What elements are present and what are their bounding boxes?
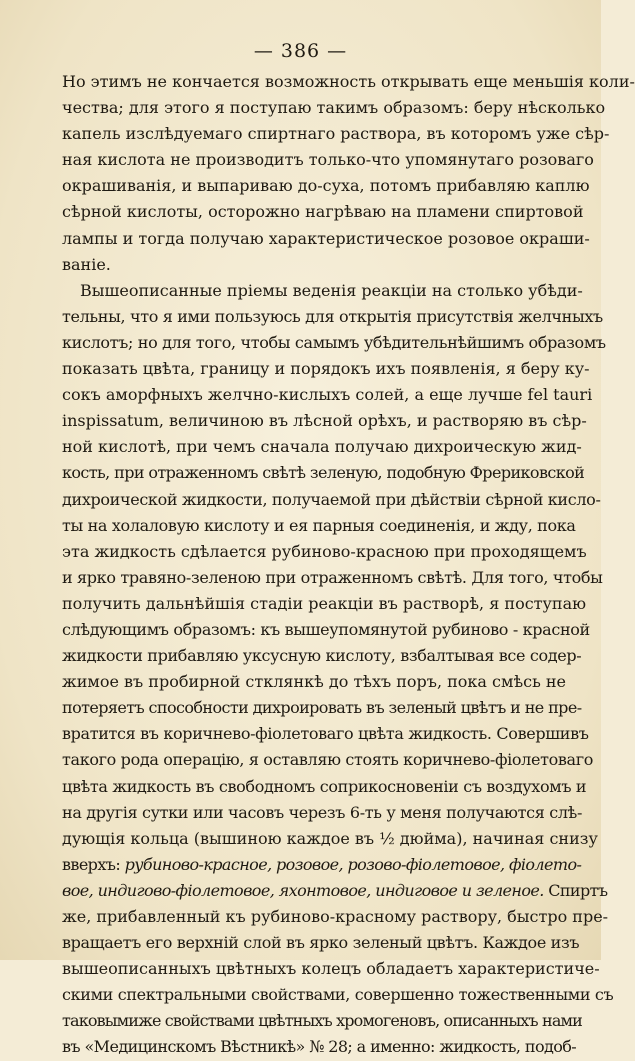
- text-line: на другія сутки или часовъ черезъ 6-ть у меня получаются слѣ-: [62, 802, 583, 822]
- text-line: чества; для этого я поступаю такимъ образомъ: беру нѣсколько: [62, 98, 606, 118]
- text-line: цвѣта жидкость въ свободномъ соприкосновеніи съ воздухомъ и: [62, 776, 587, 796]
- color-ring-list: рубиново-красное, розовое, розово-фіолетовое, фіолето-: [124, 854, 582, 874]
- text-line: показать цвѣта, границу и порядокъ ихъ появленія, я беру ку-: [62, 359, 590, 379]
- text-line: дующія кольца (вышиною каждое въ ½ дюйма), начиная снизу: [62, 828, 598, 848]
- text-line: тельны, что я ими пользуюсь для открытія присутствія желчныхъ: [62, 306, 603, 326]
- text-line-emphasis: [62, 878, 608, 904]
- text-line: Но этимъ не кончается возможность открывать еще меньшія коли-: [62, 72, 635, 91]
- text-line: ваніе.: [62, 254, 111, 274]
- text-line: дихроической жидкости, получаемой при дѣйствіи сѣрной кисло-: [62, 489, 601, 509]
- text-line: скими спектральными свойствами, совершенно тожественными съ: [62, 985, 614, 1005]
- text-line: окрашиванія, и выпариваю до-суха, потомъ прибавляю каплю: [62, 176, 590, 196]
- text-line: сѣрной кислоты, осторожно нагрѣваю на пламени спиртовой: [62, 202, 584, 222]
- line-lead: вверхъ:: [62, 854, 125, 874]
- text-line-emphasis: [62, 852, 582, 878]
- text-line: жимое въ пробирной стклянкѣ до тѣхъ поръ, пока смѣсь не: [62, 672, 566, 692]
- text-line: лампы и тогда получаю характеристическое розовое окраши-: [62, 228, 590, 248]
- text-line: кость, при отраженномъ свѣтѣ зеленую, подобную Фрериковской: [62, 463, 585, 483]
- body-text: [62, 69, 635, 1061]
- text-line: сокъ аморфныхъ желчно-кислыхъ солей, а еще лучше fel tauri: [62, 385, 593, 405]
- page-number: — 386 —: [253, 40, 348, 62]
- text-line: inspissatum, величиною въ лѣсной орѣхъ, и растворяю въ сѣр-: [62, 411, 587, 431]
- text-line: эта жидкость сдѣлается рубиново-красною при проходящемъ: [62, 541, 587, 561]
- text-line: такого рода операцію, я оставляю стоять коричнево-фіолетоваго: [62, 750, 594, 770]
- text-line: вратится въ коричнево-фіолетоваго цвѣта жидкость. Совершивъ: [62, 724, 589, 744]
- text-line: ной кислотѣ, при чемъ сначала получаю дихроическую жид-: [62, 437, 582, 457]
- text-line: капель изслѣдуемаго спиртнаго раствора, въ которомъ уже сѣр-: [62, 124, 610, 144]
- text-line: и ярко травяно-зеленою при отраженномъ свѣтѣ. Для того, чтобы: [62, 567, 603, 587]
- text-line: ная кислота не производитъ только-что упомянутаго розоваго: [62, 150, 594, 170]
- text-line: жидкости прибавляю уксусную кислоту, взбалтывая все содер-: [62, 646, 582, 666]
- text-line: слѣдующимъ образомъ: къ вышеупомянутой рубиново - красной: [62, 619, 590, 639]
- text-line: потеряетъ способности дихроировать въ зеленый цвѣтъ и не пре-: [62, 698, 582, 718]
- text-line: въ «Медицинскомъ Вѣстникѣ» № 28; а именно: жидкость, подоб-: [62, 1037, 577, 1057]
- text-line: вышеописанныхъ цвѣтныхъ колецъ обладаетъ характеристиче-: [62, 959, 600, 979]
- paragraph-start-line: Вышеописанные пріемы веденія реакціи на столько убѣди-: [80, 280, 583, 300]
- text-line: кислотъ; но для того, чтобы самымъ убѣдительнѣйшимъ образомъ: [62, 332, 606, 352]
- text-line: же, прибавленный къ рубиново-красному раствору, быстро пре-: [62, 907, 609, 926]
- line-tail: Спиртъ: [543, 880, 608, 900]
- text-line: получить дальнѣйшія стадіи реакціи въ растворѣ, я поступаю: [62, 593, 587, 613]
- text-line: вращаетъ его верхній слой въ ярко зеленый цвѣтъ. Каждое изъ: [62, 933, 580, 953]
- text-line: ты на холаловую кислоту и ея парныя соединенія, и жду, пока: [62, 515, 576, 535]
- text-line: таковымиже свойствами цвѣтныхъ хромогеновъ, описанныхъ нами: [62, 1011, 582, 1031]
- color-ring-list: вое, индигово-фіолетовое, яхонтовое, индиговое и зеленое.: [62, 880, 544, 900]
